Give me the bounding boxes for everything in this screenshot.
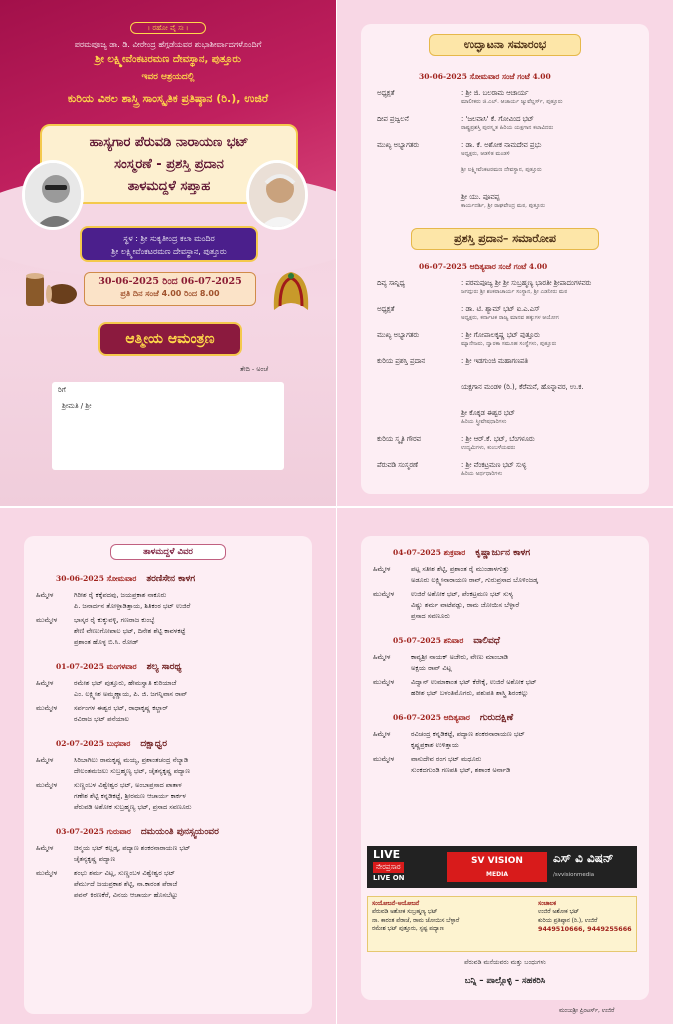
schedule-heading: ತಾಳಮದ್ದಳೆ ವಿವರ (110, 544, 226, 560)
ceremony-person-name: : ಡಾ. ಕೆ. ಅಶೋಕ ನಾಮದೇವ ಪ್ರಭು (461, 141, 542, 149)
himmela-artists (74, 678, 314, 700)
artist-line: ಹರೀಶ ಭಟ್ ಬಳಂತಿಮೊಗರು, ಪಶುಪತಿ ಶಾಸ್ತ್ರಿ ಶಿರಂಕಲ್ಲು (411, 689, 529, 697)
artist-line: ರಮೇಶ ಭಟ್ ಪುತ್ತೂರು, ಹೇಮಸ್ವಾತಿ ಕುರಿಯಾಜೆ (74, 679, 177, 687)
ceremony-row (377, 88, 647, 114)
organiser-phones: 9449510666, 9449255666 (538, 925, 632, 934)
himmela-label: ಹಿಮ್ಮೇಳ (36, 844, 54, 852)
schedule-day-date (56, 662, 182, 672)
artist-line: ಪೆರ್ಮುದೆ ಜಯಪ್ರಕಾಶ ಶೆಟ್ಟಿ, ನಾ.ಕಾರಂತ ಪೆರಾಜೆ (74, 880, 178, 888)
artist-line: ಪವನ್ ಕಿರಣಕೆರೆ, ವಿನಯ ಆಚಾರ್ಯ ಹೊಸಬೆಟ್ಟು (74, 891, 178, 899)
drum-icon (22, 270, 78, 314)
ceremony-person-name: : ಶ್ರೀ ಜಿ. ಬಲರಾಮ ಆಚಾರ್ಯ (461, 89, 529, 97)
ceremony-person (461, 114, 661, 132)
mummela-artists (411, 754, 651, 776)
artist-line: ವಾಸುದೇವ ರಂಗ ಭಟ್ ಮಧೂರು (411, 755, 482, 763)
ceremony-row (377, 460, 647, 486)
ceremony-person-title: ಅಧ್ಯಕ್ಷರು, ಕರ್ನಾಟಕ ರಾಜ್ಯ ಮಾನವ ಹಕ್ಕುಗಳ ಆಯೋಗ (461, 315, 559, 321)
ceremony-person-name: ಶ್ರೀ ಯು. ಪೂವಪ್ಪ (461, 193, 500, 201)
ceremony-person-title: ಮ್ಯಾನೇಜರು, ದ್ವಾರಕಾ ಸಮೂಹ ಸಂಸ್ಥೆಗಳು, ಪುತ್ತೂರು (461, 341, 557, 347)
event-title-1: ಹಾಸ್ಯಗಾರ ಪೆರುವಡಿ ನಾರಾಯಣ ಭಟ್ (89, 135, 249, 150)
ceremony-person-title: ಮಾಲೀಕರು ಜಿ.ಎಲ್. ಆಚಾರ್ಯ ಜ್ಯುವೆಲ್ಲರ್ಸ್, ಪುತ್ತೂರು (461, 99, 563, 105)
mummela-label: ಮುಮ್ಮೇಳ (373, 678, 395, 686)
ceremony-person-title: ಶ್ರೀ ಲಕ್ಷ್ಮೀವೆಂಕಟರಮಣ ದೇವಸ್ಥಾನ, ಪುತ್ತೂರು (461, 167, 542, 173)
ceremony-person (461, 408, 661, 426)
ceremony-person-name: ಯಕ್ಷಗಾನ ಮಂಡಳಿ (ರಿ.), ಕೆರೆಮನೆ, ಹೊನ್ನಾವರ, ಉ.ಕ. (461, 383, 584, 391)
sv-social-handle: /svvisionmedia (553, 872, 595, 878)
organisers-left-line: ರಮೇಶ ಭಟ್ ಪುತ್ತೂರು, ಸ್ಪಷ್ಟ ಪದ್ಯಾಣ (372, 926, 444, 933)
award-heading: ಪ್ರಶಸ್ತಿ ಪ್ರದಾನ– ಸಮಾರೋಪ (411, 228, 599, 250)
welcome-line: ಬನ್ನಿ – ಪಾಲ್ಗೊಳ್ಳಿ – ಸಹಕರಿಸಿ (464, 976, 546, 986)
venue-line-1: ಸ್ಥಳ : ಶ್ರೀ ಸುಕೃತೀಂದ್ರ ಕಲಾ ಮಂದಿರ (123, 234, 215, 243)
organisers-box (367, 896, 637, 952)
address-to: ರಿಗೆ (58, 386, 66, 394)
ceremony-person (461, 192, 661, 210)
ceremony-person (461, 330, 661, 348)
himmela-artists (411, 652, 651, 674)
ceremony-person-title: ಕಾರ್ಯದರ್ಶಿ, ಶ್ರೀ ರಾಘವೇಂದ್ರ ಮಠ, ಪುತ್ತೂರು (461, 203, 546, 209)
ceremony-row (377, 192, 647, 218)
artist-line: ರವಿಚಂದ್ರ ಕನ್ನಡಿಕಟ್ಟೆ, ಪದ್ಯಾಣ ಶಂಕರನಾರಾಯಣ ಭಟ್ (411, 730, 525, 738)
schedule-day-date (56, 827, 219, 837)
artist-line: ಗಿರೀಶ ರೈ ಕಕ್ಕೆಪದವು, ಜಯಪ್ರಕಾಶ ನಾಕೂರು (74, 591, 167, 599)
blessing-text: ಪರಮಪೂಜ್ಯ ಡಾ. ಡಿ. ವೀರೇಂದ್ರ ಹೆಗ್ಗಡೆಯವರ ಶುಭಾಶೀರ್ವಾದಗಳೊಂದಿಗೆ (74, 40, 262, 49)
artist-line: ದೇಲಂತಮಜಲು ಸುಬ್ರಹ್ಮಣ್ಯ ಭಟ್, ಚೈತನ್ಯಕೃಷ್ಣ ಪದ್ಯಾಣ (74, 767, 191, 775)
schedule-day-date-text: 01-07-2025 ಮಂಗಳವಾರ (56, 662, 137, 671)
schedule-panel-right (337, 508, 673, 1024)
mummela-artists (411, 677, 651, 699)
ceremony-person (461, 140, 661, 158)
schedule-day-date (56, 574, 195, 584)
artist-line: ಭಾಸ್ಕರ ರೈ ಕುಕ್ಕುವಳ್ಳಿ, ಗಣರಾಜ ಕುಂಬ್ಳೆ (74, 616, 155, 624)
organisers-left-line: ಪೆರುವಡಿ ಅಶೋಕ ಸುಬ್ರಹ್ಮಣ್ಯ ಭಟ್ (372, 909, 438, 916)
postal-date-label: ತೇದಿ - ಅಂಚೆ (240, 365, 269, 373)
ceremony-person (461, 88, 661, 106)
ceremony-person-name: : ಶ್ರೀ ವೆಂಕಟ್ರಮಣ ಭಟ್ ಸುಳ್ಯ (461, 461, 527, 469)
ceremony-row (377, 278, 647, 304)
portrait-left (22, 160, 84, 230)
ceremony-role: ಪೆರುವಡಿ ಸಂಸ್ಮರಣೆ (377, 461, 418, 469)
ceremony-person-title: ಹಿರಿಯ ಸ್ತ್ರೀವೇಷಧಾರಿಗಳು (461, 419, 507, 425)
mummela-label: ಮುಮ್ಮೇಳ (373, 755, 395, 763)
artist-line: ವಿಷ್ಣು ಶರ್ಮ ವಾಟೆಪಡ್ಪು, ರಾಮ ಜೋಯಿಸ ಬೆಳ್ಳಾರೆ (411, 601, 520, 609)
mummela-artists (74, 868, 314, 901)
address-box (52, 382, 284, 470)
artist-line: ರವಿರಾಜ ಭಟ್ ಪನೆಯಾಲ (74, 715, 129, 723)
ceremony-role: ಕುರಿಯ ಪ್ರಶಸ್ತಿ ಪ್ರದಾನ (377, 357, 426, 365)
himmela-artists (74, 590, 314, 612)
ceremony-panel (337, 0, 673, 506)
inauguration-date: 30-06-2025 ಸೋಮವಾರ ಸಂಜೆ ಗಂಟೆ 4.00 (419, 72, 551, 81)
ceremony-role: ದಿವ್ಯ ಸಾನ್ನಿಧ್ಯ (377, 279, 405, 287)
himmela-artists (411, 729, 651, 751)
ceremony-role: ಅಧ್ಯಕ್ಷತೆ (377, 89, 395, 97)
schedule-day-date-text: 06-07-2025 ಆದಿತ್ಯವಾರ (393, 713, 470, 722)
artist-line: ಪ್ರಸಾದ ಸವಣೂರು (411, 612, 450, 620)
ceremony-person (461, 460, 661, 478)
himmela-label: ಹಿಮ್ಮೇಳ (373, 730, 391, 738)
schedule-day-date (393, 713, 513, 723)
ceremony-person (461, 278, 661, 296)
ceremony-role: ಅಧ್ಯಕ್ಷತೆ (377, 305, 395, 313)
artist-line: ಪ್ರಶಾಂತ ಹೊಳ್ಳ ಬಿ.ಸಿ. ರೋಡ್ (74, 638, 139, 646)
invitation-banner: ಆತ್ಮೀಯ ಆಮಂತ್ರಣ (98, 322, 242, 356)
organisation-name: ಕುರಿಯ ವಿಠಲ ಶಾಸ್ತ್ರಿ ಸಾಂಸ್ಕೃತಿಕ ಪ್ರತಿಷ್ಠಾನ (ರಿ.), ಉಜಿರೆ (67, 92, 269, 105)
inauguration-heading: ಉದ್ಘಾಟನಾ ಸಮಾರಂಭ (429, 34, 581, 56)
ceremony-person (461, 356, 661, 366)
ceremony-row (377, 304, 647, 330)
artist-line: ವಿದ್ವಾನ್ ಉಮಾಕಾಂತ ಭಟ್ ಕೆರೇಕೈ, ಉಜಿರೆ ಅಶೋಕ ಭಟ್ (411, 678, 537, 686)
address-salutation: ಶ್ರೀಮತಿ / ಶ್ರೀ (62, 402, 92, 410)
event-dates: 30-06-2025 ರಿಂದ 06-07-2025 (98, 276, 242, 287)
mummela-artists (74, 780, 314, 813)
organisers-right-line: ಉಜಿರೆ ಅಶೋಕ ಭಟ್ (538, 909, 580, 916)
ceremony-person (461, 304, 661, 322)
award-date: 06-07-2025 ಆದಿತ್ಯವಾರ ಸಂಜೆ ಗಂಟೆ 4.00 (419, 262, 548, 271)
ceremony-person (461, 382, 661, 392)
schedule-episode: ಕೃಷ್ಣಾರ್ಜುನ ಕಾಳಗ (475, 548, 531, 558)
schedule-day-date-text: 02-07-2025 ಬುಧವಾರ (56, 739, 131, 748)
himmela-label: ಹಿಮ್ಮೇಳ (36, 679, 54, 687)
himmela-label: ಹಿಮ್ಮೇಳ (36, 756, 54, 764)
artist-line: ಚಿನ್ಮಯ ಭಟ್ ಕಲ್ಲಡ್ಕ, ಪದ್ಯಾಣ ಶಂಕರನಾರಾಯಣ ಭಟ್ (74, 844, 191, 852)
ceremony-row (377, 434, 647, 460)
artist-line: ಶೇಣಿ ವೇಣುಗೋಪಾಲ ಭಟ್, ದಿನೇಶ ಶೆಟ್ಟಿ ಕಾವಳಕಟ್ಟೆ (74, 627, 186, 635)
sv-vision-logo (447, 852, 547, 882)
artist-line: ಪಟ್ಲ ಸತೀಶ ಶೆಟ್ಟಿ, ಪ್ರಶಾಂತ ರೈ ಮುಂಡಾಳಗುತ್ತು (411, 565, 510, 573)
mummela-artists (411, 589, 651, 622)
ceremony-person-name: ಶ್ರೀ ಕೊಕ್ಕಡ ಈಶ್ವರ ಭಟ್ (461, 409, 515, 417)
artist-line: ಸುಂಕದಗುಂಡಿ ಗಣಪತಿ ಭಟ್, ಶಶಾಂಕ ಅರ್ನಾಡಿ (411, 766, 511, 774)
ceremony-person-name: : ಶ್ರೀ ಆರ್.ಕೆ. ಭಟ್, ಬೆಂಗಳೂರು (461, 435, 535, 443)
ceremony-person-name: : ಶ್ರೀ ಇಡಗುಂಜಿ ಮಹಾಗಣಪತಿ (461, 357, 528, 365)
live-stream-banner (367, 846, 637, 888)
live-subtitle: ನೇರಪ್ರಸಾರ (373, 862, 404, 873)
ceremony-row (377, 382, 647, 408)
live-on-label: LIVE ON (373, 874, 405, 882)
artist-line: ಶಂಭು ಶರ್ಮ ವಿಟ್ಲ, ಸುಣ್ಣಂಬಳ ವಿಶ್ವೇಶ್ವರ ಭಟ್ (74, 869, 175, 877)
ceremony-person-name: : ಶ್ರೀ ಗೋಪಾಲಕೃಷ್ಣ ಭಟ್ ಪುತ್ತೂರು (461, 331, 540, 339)
artist-line: ಸಿರಿಬಾಗಿಲು ರಾಮಕೃಷ್ಣ ಮಯ್ಯ, ಪ್ರಶಾಂತಚಂದ್ರ ನೆಲ್ಯಾಡಿ (74, 756, 189, 764)
ceremony-person-title: ಹಿರಿಯ ಅರ್ಥಧಾರಿಗಳು (461, 471, 503, 477)
schedule-episode: ದಕ್ಷಾಧ್ವರ (140, 739, 167, 749)
artist-line: ಚೈತನ್ಯಕೃಷ್ಣ ಪದ್ಯಾಣ (74, 855, 116, 863)
ceremony-person-name: : 'ಜಲವಾಸಿ' ಕೆ. ಗೋವಿಂದ ಭಟ್ (461, 115, 534, 123)
artist-line: ಅಡೂರು ಲಕ್ಷ್ಮೀನಾರಾಯಣ ರಾವ್, ಗುರುಪ್ರಸಾದ ಬೊಳಿಂಜಡ್ಕ (411, 576, 538, 584)
ceremony-person-title: ಜಗದ್ಗುರು ಶ್ರೀ ಶಂಕರಾಚಾರ್ಯ ಸಂಸ್ಥಾನ, ಶ್ರೀ ಎಡನೀರು ಮಠ (461, 289, 568, 295)
schedule-episode: ತರಣಿಸೇನ ಕಾಳಗ (146, 574, 196, 584)
ceremony-row (377, 140, 647, 166)
hosts-line: ಪೆರುವಡಿ ಮನೆಯವರು ಮತ್ತು ಬಂಧುಗಳು (464, 959, 546, 966)
schedule-episode: ದಮಯಂತಿ ಪುನಸ್ಸ್ವಯಂವರ (140, 827, 219, 837)
sv-vision-name: SV VISION (471, 856, 523, 866)
mummela-artists (74, 615, 314, 648)
event-time: ಪ್ರತಿ ದಿನ ಸಂಜೆ 4.00 ರಿಂದ 8.00 (120, 289, 220, 298)
schedule-day-date-text: 03-07-2025 ಗುರುವಾರ (56, 827, 131, 836)
organisers-right-line: ಕುರಿಯ ಪ್ರತಿಷ್ಠಾನ (ರಿ.), ಉಜಿರೆ (538, 917, 598, 924)
mummela-label: ಮುಮ್ಮೇಳ (36, 781, 58, 789)
patronage-text: ಇವರ ಆಶ್ರಯದಲ್ಲಿ (141, 72, 195, 82)
artist-line: ಪಿ. ಜನಾರ್ದನ ತೋಳ್ಪಾಡಿತ್ತಾಯ, ಶಿತಿಕಂಠ ಭಟ್ ಉಜಿರೆ (74, 602, 191, 610)
ceremony-role: ಮುಖ್ಯ ಅಭ್ಯಾಗತರು (377, 141, 420, 149)
event-title-3: ತಾಳಮದ್ದಳೆ ಸಪ್ತಾಹ (127, 179, 211, 194)
venue-line-2: ಶ್ರೀ ಲಕ್ಷ್ಮೀವೆಂಕಟರಮಣ ದೇವಸ್ಥಾನ, ಪುತ್ತೂರು (111, 247, 227, 256)
himmela-label: ಹಿಮ್ಮೇಳ (373, 653, 391, 661)
schedule-day-date (393, 548, 530, 558)
himmela-label: ಹಿಮ್ಮೇಳ (373, 565, 391, 573)
mummela-label: ಮುಮ್ಮೇಳ (36, 616, 58, 624)
mummela-artists (74, 703, 314, 725)
artist-line: ಉಜಿರೆ ಅಶೋಕ ಭಟ್, ಪೆಂಕಟ್ರಮಣ ಭಟ್ ಸುಳ್ಯ (411, 590, 514, 598)
ceremony-person-name: : ಪರಮಪೂಜ್ಯ ಶ್ರೀ ಶ್ರೀ ಸುಬ್ರಹ್ಮಣ್ಯ ಭಾರತೀ ಶ್ರೀಪಾದಂಗಳವರು (461, 279, 592, 287)
cover-panel (0, 0, 336, 506)
printer-credit: ಮಂಜುಶ್ರೀ ಪ್ರಿಂಟರ್ಸ್, ಉಜಿರೆ (559, 1008, 615, 1014)
ceremony-row (377, 356, 647, 382)
portrait-right (246, 160, 308, 230)
himmela-artists (74, 843, 314, 865)
himmela-artists (411, 564, 651, 586)
ceremony-person (461, 166, 661, 174)
mummela-label: ಮುಮ್ಮೇಳ (36, 869, 58, 877)
mummela-label: ಮುಮ್ಮೇಳ (36, 704, 58, 712)
schedule-day-date (393, 636, 500, 646)
ceremony-role: ದೀಪ ಪ್ರಜ್ವಲನೆ (377, 115, 409, 123)
blessing-line: । ರಹೋ ವೈ ಸಃ । (130, 22, 206, 34)
organisers-left-line: ನಾ. ಕಾರಂತ ಪೆರಾಜೆ, ರಾಮ ಜೋಯಿಸ ಬೆಳ್ಳಾರೆ (372, 917, 460, 924)
artist-line: ಅಕ್ಷಯ ರಾವ್ ವಿಟ್ಲ (411, 664, 452, 672)
temple-name: ಶ್ರೀ ಲಕ್ಷ್ಮೀವೆಂಕಟರಮಣ ದೇವಸ್ಥಾನ, ಪುತ್ತೂರು (95, 54, 241, 65)
artist-line: ಸರ್ಪಂಗಳ ಈಶ್ವರ ಭಟ್, ರಾಧಾಕೃಷ್ಣ ಕಲ್ಚಾರ್ (74, 704, 169, 712)
organisers-right (538, 900, 634, 934)
artist-line: ಪೆರುವಡಿ ಅಶೋಕ ಸುಬ್ರಹ್ಮಣ್ಯ ಭಟ್, ಪ್ರಸಾದ ಸವಣೂರು (74, 803, 192, 811)
schedule-day-date-text: 04-07-2025 ಶುಕ್ರವಾರ (393, 548, 466, 557)
ceremony-person-title: ರಾಷ್ಟ್ರಪ್ರಶಸ್ತಿ ಪುರಸ್ಕೃತ ಹಿರಿಯ ಯಕ್ಷಗಾನ ಕಲಾವಿದರು (461, 125, 554, 131)
schedule-day-date-text: 05-07-2025 ಶನಿವಾರ (393, 636, 464, 645)
ceremony-person (461, 434, 661, 452)
organisers-left (372, 900, 532, 934)
himmela-artists (74, 755, 314, 777)
schedule-episode: ಶಲ್ಯ ಸಾರಥ್ಯ (146, 662, 182, 672)
mummela-label: ಮುಮ್ಮೇಳ (373, 590, 395, 598)
himmela-label: ಹಿಮ್ಮೇಳ (36, 591, 54, 599)
ceremony-role: ಕುರಿಯ ಸ್ಮೃತಿ ಗೌರವ (377, 435, 421, 443)
artist-line: ಸುಣ್ಣಂಬಳ ವಿಶ್ವೇಶ್ವರ ಭಟ್, ಅಂಬಾಪ್ರಸಾದ ಪಾತಾಳ (74, 781, 182, 789)
schedule-panel-left (0, 508, 336, 1024)
organisers-left-title: ಸಂಯೋಜನೆ–ಆಯೋಜನೆ (372, 901, 420, 907)
ceremony-row (377, 330, 647, 356)
schedule-episode: ವಾಲಿವಧೆ (473, 636, 500, 646)
ceremony-row (377, 166, 647, 192)
event-dates-box (84, 272, 256, 306)
ceremony-person-name: : ಡಾ. ಟಿ. ಶ್ಯಾಮ್ ಭಟ್ ಐ.ಎ.ಎಸ್ (461, 305, 540, 313)
venue-box (80, 226, 258, 262)
artist-line: ಗಣೇಶ ಶೆಟ್ಟಿ ಕನ್ನಡಿಕಟ್ಟೆ, ಶ್ರೀರಮಣ ಆಚಾರ್ಯ ಕಾರ್ಕಳ (74, 792, 186, 800)
artist-line: ಕೃಷ್ಣಪ್ರಕಾಶ ಉಳಿತ್ತಾಯ (411, 741, 459, 749)
ceremony-person-title: ಉದ್ಯಮಿಗಳು, ಕುಂಬಳೆಯವರು (461, 445, 516, 451)
ceremony-row (377, 408, 647, 434)
sv-vision-sub: MEDIA (486, 871, 508, 878)
ceremony-role: ಮುಖ್ಯ ಅಭ್ಯಾಗತರು (377, 331, 420, 339)
artist-line: ಎಂ. ಲಕ್ಷ್ಮೀಶ ಅಮ್ಮಣ್ಣಾಯ, ಪಿ. ಜಿ. ಜಗನ್ನಿವಾಸ ರಾವ್ (74, 690, 188, 698)
sv-vision-kannada: ಎಸ್ ವಿ ವಿಷನ್ (553, 851, 614, 865)
schedule-day-date-text: 30-06-2025 ಸೋಮವಾರ (56, 574, 137, 583)
artist-line: ಕಾವ್ಯಶ್ರೀ ನಾಯಕ್ ಅಜೇರು, ವೇಣು ಮಾಂಬಾಡಿ (411, 653, 509, 661)
live-label: LIVE (373, 848, 401, 861)
organisers-right-title: ಸಂಚಾಲಕ (538, 901, 557, 907)
schedule-day-date (56, 739, 167, 749)
ceremony-row (377, 114, 647, 140)
ceremony-person-title: ಅಧ್ಯಕ್ಷರು, ಆಡಳಿತ ಮಂಡಳಿ (461, 151, 510, 157)
crown-icon (268, 266, 314, 318)
schedule-episode: ಗುರುದಕ್ಷಿಣೆ (479, 713, 514, 723)
event-title-2: ಸಂಸ್ಮರಣೆ - ಪ್ರಶಸ್ತಿ ಪ್ರದಾನ (114, 157, 224, 172)
